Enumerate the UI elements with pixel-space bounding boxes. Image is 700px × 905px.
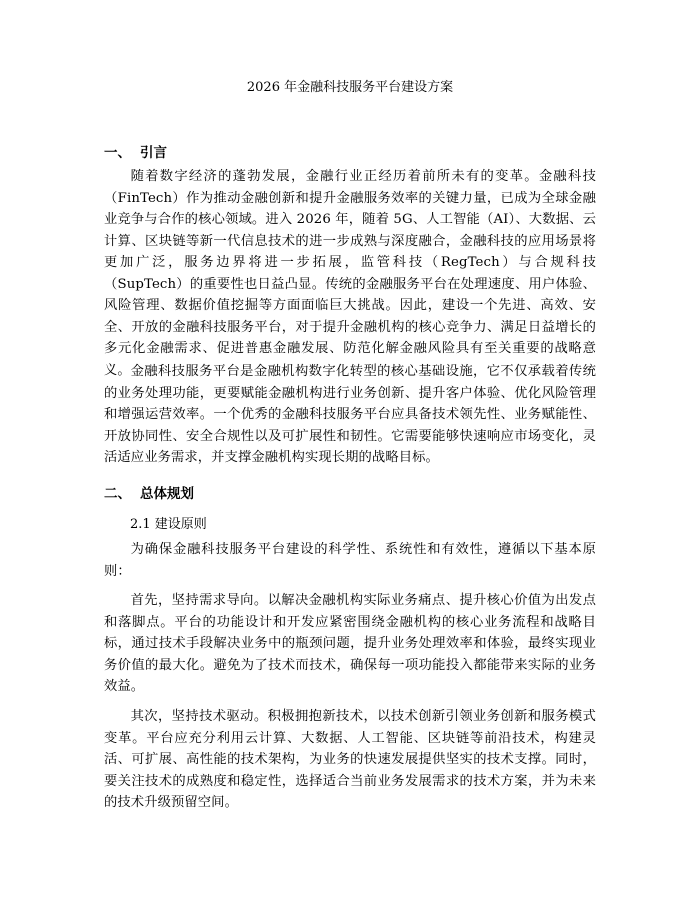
paragraph: 首先，坚持需求导向。以解决金融机构实际业务痛点、提升核心价值为出发点和落脚点。平台的功能设计和开发应紧密围绕金融机构的核心业务流程和战略目标，通过技术手段解决业务中的瓶颈问题，提升业务处理效率和体验，最终实现业务价值的最大化。避免为了技术而技术，确保每一项功能投入都能带来实际的业务效益。 bbox=[104, 593, 596, 694]
paragraph: 随着数字经济的蓬勃发展，金融行业正经历着前所未有的变革。金融科技（FinTech）作为推动金融创新和提升金融服务效率的关键力量，已成为全球金融业竞争与合作的核心领域。进入 2026 年，随着 5G、人工智能（AI）、大数据、云计算、区块链等新一代信息技术的进一步成熟与深度融合，金融科技的应用场景将更加广泛，服务边界将进一步拓展，监管科技（RegTech）与合规科技（SupTech）的重要性也日益凸显。传统的金融服务平台在处理速度、用户体验、风险管理、数据价值挖掘等方面面临巨大挑战。因此，建设一个先进、高效、安全、开放的金融科技服务平台，对于提升金融机构的核心竞争力、满足日益增长的多元化金融需求、促进普惠金融发展、防范化解金融风险具有至关重要的战略意义。 bbox=[104, 169, 596, 378]
section-heading-overall-plan bbox=[104, 485, 194, 503]
section-number: 一、 bbox=[104, 145, 131, 161]
section-title: 总体规划 bbox=[140, 486, 194, 502]
section-heading-introduction bbox=[104, 144, 167, 162]
section-number: 二、 bbox=[104, 486, 131, 502]
section-title: 引言 bbox=[140, 145, 167, 161]
paragraph: 金融科技服务平台是金融机构数字化转型的核心基础设施，它不仅承载着传统的业务处理功能，更要赋能金融机构进行业务创新、提升客户体验、优化风险管理和增强运营效率。一个优秀的金融科技服务平台应具备技术领先性、业务赋能性、开放协同性、安全合规性以及可扩展性和韧性。它需要能够快速响应市场变化，灵活适应业务需求，并支撑金融机构实现长期的战略目标。 bbox=[104, 364, 596, 465]
paragraph: 为确保金融科技服务平台建设的科学性、系统性和有效性，遵循以下基本原则： bbox=[104, 542, 596, 579]
subsection-heading: 2.1 建设原则 bbox=[130, 517, 207, 532]
paragraph: 其次，坚持技术驱动。积极拥抱新技术，以技术创新引领业务创新和服务模式变革。平台应充分利用云计算、大数据、人工智能、区块链等前沿技术，构建灵活、可扩展、高性能的技术架构，为业务的快速发展提供坚实的技术支撑。同时，要关注技术的成熟度和稳定性，选择适合当前业务发展需求的技术方案，并为未来的技术升级预留空间。 bbox=[104, 709, 596, 810]
document-title: 2026 年金融科技服务平台建设方案 bbox=[246, 80, 454, 95]
